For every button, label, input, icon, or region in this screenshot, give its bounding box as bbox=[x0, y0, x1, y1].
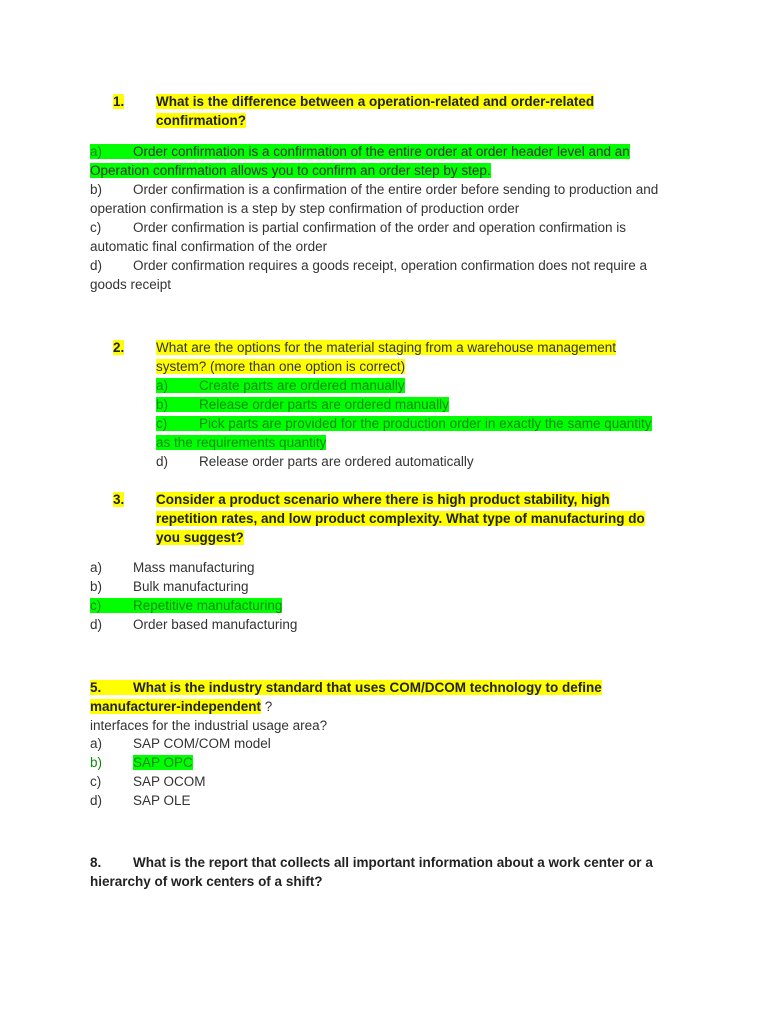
q2-option-c-line2: as the requirements quantity bbox=[156, 435, 327, 450]
q3-number: 3. bbox=[113, 492, 125, 507]
q1-option-b-line2: operation confirmation is a step by step confirmation of production order bbox=[90, 201, 520, 216]
q2-option-d: d) Release order parts are ordered automatically bbox=[156, 454, 474, 469]
q5-option-c: c) SAP OCOM bbox=[90, 774, 206, 789]
q3-title-line3: you suggest? bbox=[156, 530, 244, 545]
q5-title-line2: manufacturer-independent ? bbox=[90, 699, 273, 714]
q3-option-a: a) Mass manufacturing bbox=[90, 560, 255, 575]
q2-option-c-line1: c) Pick parts are provided for the production order in exactly the same quantity bbox=[156, 416, 652, 431]
q1-option-a-line1: a) Order confirmation is a confirmation of the entire order at order header level and an bbox=[90, 144, 630, 159]
q1-title-line2: confirmation? bbox=[156, 113, 246, 128]
q2-title-line1: What are the options for the material staging from a warehouse management bbox=[156, 340, 616, 355]
q1-option-d-line2: goods receipt bbox=[90, 277, 172, 292]
q5-option-a: a) SAP COM/COM model bbox=[90, 736, 271, 751]
q3-title-line2: repetition rates, and low product complexity. What type of manufacturing do bbox=[156, 511, 645, 526]
q1-option-a-line2: Operation confirmation allows you to confirm an order step by step. bbox=[90, 163, 491, 178]
q1-option-d-line1: d) Order confirmation requires a goods receipt, operation confirmation does not require a bbox=[90, 258, 648, 273]
q8-title-line2: hierarchy of work centers of a shift? bbox=[90, 874, 323, 889]
q3-option-c: c) Repetitive manufacturing bbox=[90, 598, 283, 613]
q8-title-line1: 8. What is the report that collects all important information about a work center or a bbox=[90, 855, 653, 870]
q1-number: 1. bbox=[113, 94, 125, 109]
q2-title-line2: system? (more than one option is correct) bbox=[156, 359, 406, 374]
q5-title-line1: 5. What is the industry standard that uses COM/DCOM technology to define bbox=[90, 680, 602, 695]
q3-title-line1: Consider a product scenario where there is high product stability, high bbox=[156, 492, 610, 507]
q2-number: 2. bbox=[113, 340, 125, 355]
q1-title-line1: What is the difference between a operation-related and order-related bbox=[156, 94, 595, 109]
q1-option-c-line1: c) Order confirmation is partial confirmation of the order and operation confirmation is bbox=[90, 220, 626, 235]
q2-option-a: a) Create parts are ordered manually bbox=[156, 378, 405, 393]
q3-option-d: d) Order based manufacturing bbox=[90, 617, 298, 632]
q3-option-b: b) Bulk manufacturing bbox=[90, 579, 249, 594]
q5-option-b: b) SAP OPC bbox=[90, 755, 193, 770]
q2-option-b: b) Release order parts are ordered manually bbox=[156, 397, 449, 412]
q5-title-line3: interfaces for the industrial usage area? bbox=[90, 718, 328, 733]
q1-option-b-line1: b) Order confirmation is a confirmation of the entire order before sending to production and bbox=[90, 182, 659, 197]
q1-option-c-line2: automatic final confirmation of the order bbox=[90, 239, 328, 254]
q5-option-d: d) SAP OLE bbox=[90, 793, 191, 808]
